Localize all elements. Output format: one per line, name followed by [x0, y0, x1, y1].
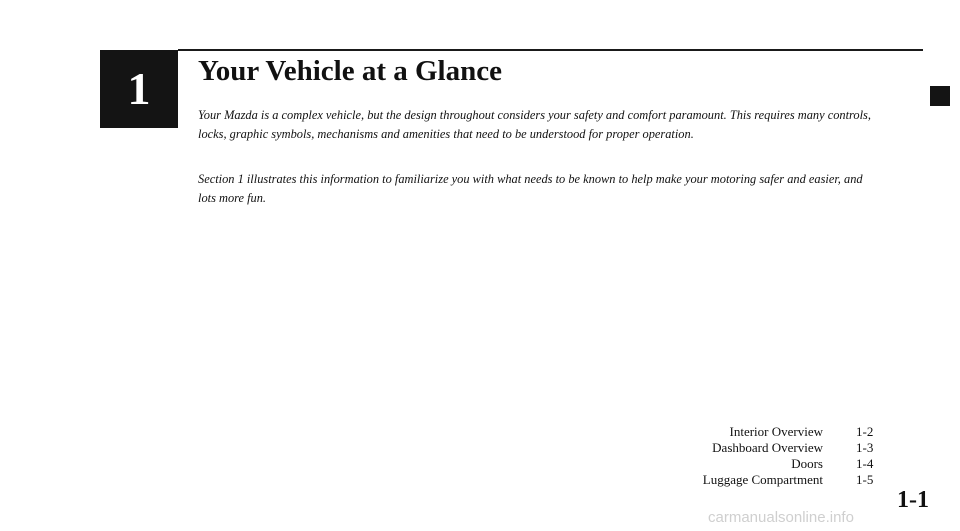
contents-item-page: 1-2	[856, 424, 874, 439]
contents-item[interactable]	[660, 456, 900, 472]
section-tab	[100, 50, 178, 128]
contents-item[interactable]	[660, 440, 900, 456]
watermark: carmanualsonline.info	[708, 509, 854, 526]
contents-item-page: 1-5	[856, 472, 874, 487]
contents-item[interactable]	[660, 424, 900, 440]
contents-item-label: Doors	[791, 456, 823, 471]
section-number: 1	[127, 63, 151, 114]
intro-paragraph-1: Your Mazda is a complex vehicle, but the design throughout considers your safety and comfort paramount. This requires many controls, locks, graphic symbols, mechanisms and amenities that need to be understood for proper operation.	[198, 108, 871, 141]
contents-item-label: Interior Overview	[729, 424, 823, 439]
contents-item-page: 1-4	[856, 456, 874, 471]
page-number: 1-1	[897, 487, 929, 513]
contents-item[interactable]	[660, 472, 900, 488]
contents-list	[660, 424, 900, 488]
intro-paragraph-2: Section 1 illustrates this information to familiarize you with what needs to be known to help make your motoring safer and easier, and lots more fun.	[198, 172, 863, 205]
header-rule	[178, 49, 923, 51]
side-marker	[930, 86, 950, 106]
contents-item-label: Luggage Compartment	[702, 472, 823, 487]
contents-item-page: 1-3	[856, 440, 874, 455]
contents-item-label: Dashboard Overview	[712, 440, 823, 455]
chapter-title: Your Vehicle at a Glance	[198, 55, 502, 87]
